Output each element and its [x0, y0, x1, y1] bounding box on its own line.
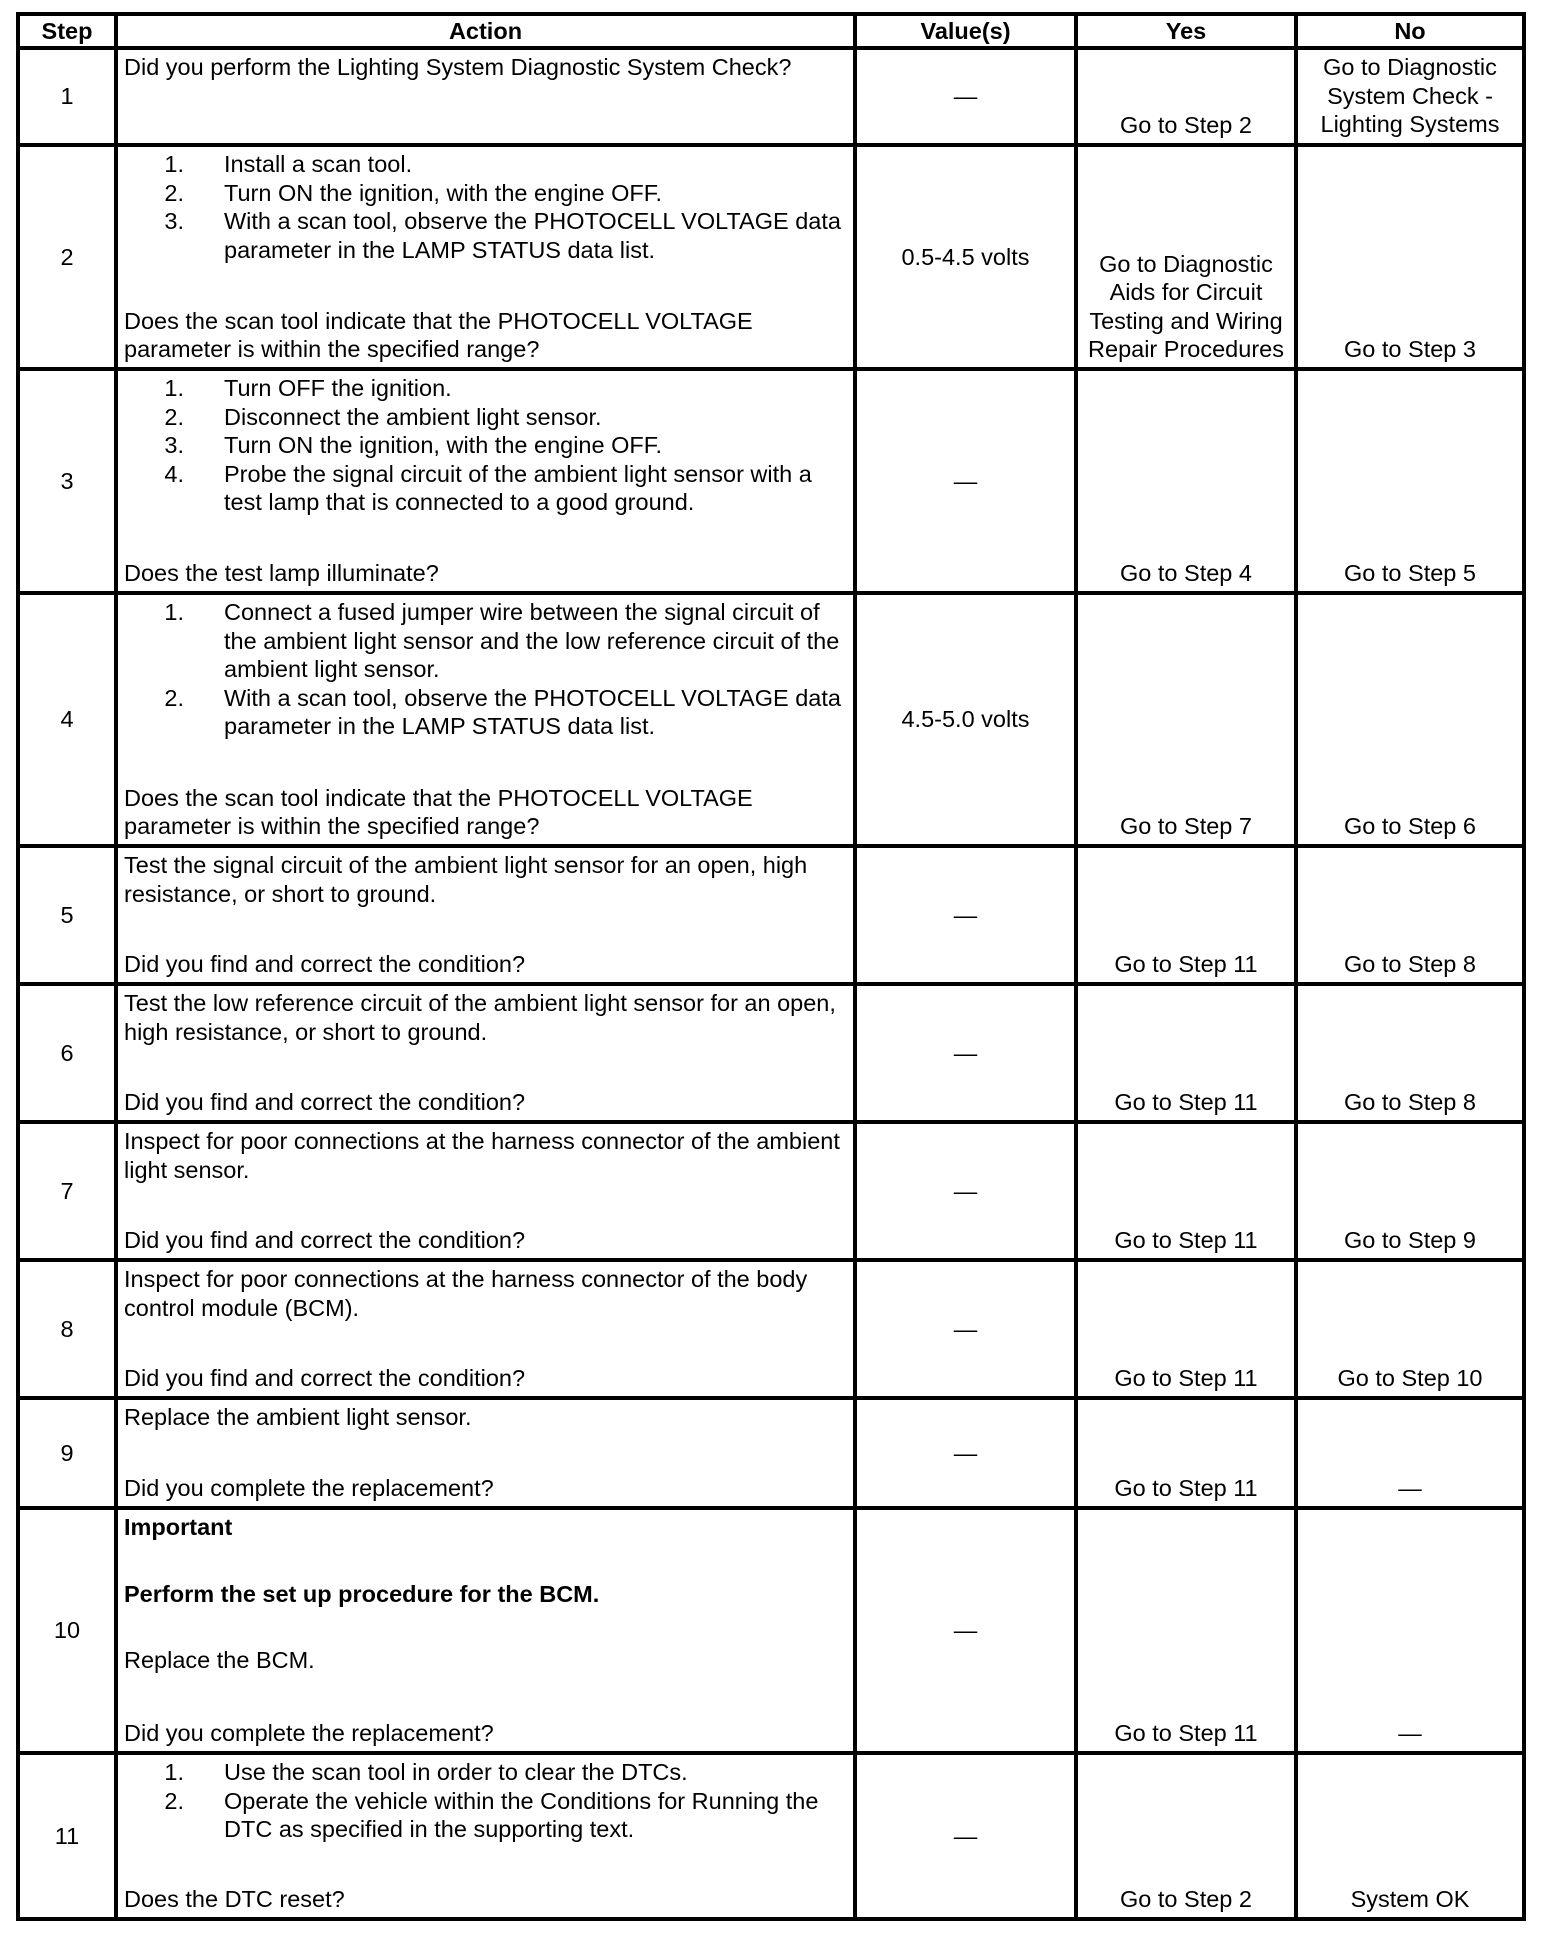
action-text: Inspect for poor connections at the harness connector of the ambient light sensor.: [124, 1128, 840, 1183]
value-cell: —: [855, 984, 1076, 1122]
action-cell: [116, 1122, 855, 1260]
step-number: 1: [18, 48, 116, 145]
yes-cell: Go to Step 11: [1076, 1508, 1296, 1753]
action-cell: [116, 48, 855, 145]
list-item: 2. Operate the vehicle within the Conditions for Running the DTC as specified in the supporting text.: [164, 1787, 819, 1843]
header-action: Action: [116, 14, 855, 48]
question-text: Did you complete the replacement?: [124, 1475, 494, 1502]
list-item: 1. Turn OFF the ignition.: [164, 375, 452, 401]
step-number: 9: [18, 1398, 116, 1508]
no-cell: Go to Diagnostic System Check - Lighting Systems: [1296, 48, 1524, 145]
question-text: Did you find and correct the condition?: [124, 1365, 526, 1392]
table-row: [18, 1260, 1524, 1398]
procedure-list: [124, 374, 847, 517]
question-text: Did you find and correct the condition?: [124, 1089, 526, 1116]
procedure-list: [124, 150, 847, 264]
no-cell: Go to Step 5: [1296, 369, 1524, 593]
question-text: Did you find and correct the condition?: [124, 1227, 526, 1254]
value-cell: —: [855, 369, 1076, 593]
yes-cell: Go to Step 11: [1076, 984, 1296, 1122]
list-item: 1. Install a scan tool.: [164, 151, 413, 177]
action-cell: [116, 846, 855, 984]
list-item: 1. Connect a fused jumper wire between the signal circuit of the ambient light sensor and the low reference circuit of the ambient light sensor.: [164, 599, 840, 683]
action-cell: [116, 1398, 855, 1508]
question-text: Did you find and correct the condition?: [124, 951, 526, 978]
value-cell: 4.5-5.0 volts: [855, 593, 1076, 846]
action-text: Test the signal circuit of the ambient light sensor for an open, high resistance, or short to ground.: [124, 852, 808, 907]
value-cell: —: [855, 846, 1076, 984]
list-item: 1. Use the scan tool in order to clear the DTCs.: [164, 1759, 688, 1785]
question-text: Does the DTC reset?: [124, 1886, 345, 1913]
value-cell: —: [855, 1753, 1076, 1919]
list-item: 2. Turn ON the ignition, with the engine OFF.: [164, 179, 663, 206]
yes-cell: Go to Diagnostic Aids for Circuit Testing and Wiring Repair Procedures: [1076, 145, 1296, 369]
value-cell: —: [855, 1398, 1076, 1508]
no-cell: Go to Step 3: [1296, 145, 1524, 369]
step-number: 11: [18, 1753, 116, 1919]
step-number: 8: [18, 1260, 116, 1398]
step-number: 2: [18, 145, 116, 369]
question-text: Does the scan tool indicate that the PHOTOCELL VOLTAGE parameter is within the specified range?: [124, 784, 753, 840]
table-row: [18, 1753, 1524, 1919]
no-cell: —: [1296, 1508, 1524, 1753]
important-label: Important: [124, 1514, 233, 1540]
value-cell: 0.5-4.5 volts: [855, 145, 1076, 369]
value-cell: —: [855, 48, 1076, 145]
no-cell: Go to Step 10: [1296, 1260, 1524, 1398]
no-cell: Go to Step 6: [1296, 593, 1524, 846]
list-item: 2. Disconnect the ambient light sensor.: [164, 403, 602, 430]
header-row: [18, 14, 1524, 48]
no-cell: —: [1296, 1398, 1524, 1508]
yes-cell: Go to Step 11: [1076, 1122, 1296, 1260]
question-text: Does the scan tool indicate that the PHOTOCELL VOLTAGE parameter is within the specified range?: [124, 307, 753, 363]
table-row: [18, 1508, 1524, 1753]
header-values: Value(s): [855, 14, 1076, 48]
action-text: Replace the BCM.: [124, 1647, 315, 1674]
value-cell: —: [855, 1508, 1076, 1753]
action-cell: [116, 1753, 855, 1919]
no-cell: Go to Step 8: [1296, 846, 1524, 984]
table-row: [18, 846, 1524, 984]
action-cell: [116, 1260, 855, 1398]
table-row: [18, 593, 1524, 846]
list-item: 2. With a scan tool, observe the PHOTOCELL VOLTAGE data parameter in the LAMP STATUS data list.: [164, 684, 841, 740]
header-step: Step: [18, 14, 116, 48]
no-cell: System OK: [1296, 1753, 1524, 1919]
list-item: 3. With a scan tool, observe the PHOTOCELL VOLTAGE data parameter in the LAMP STATUS data list.: [164, 208, 841, 263]
list-item: 3. Turn ON the ignition, with the engine OFF.: [164, 432, 663, 459]
important-note: Perform the set up procedure for the BCM.: [124, 1580, 600, 1607]
question-text: Did you complete the replacement?: [124, 1720, 494, 1747]
yes-cell: Go to Step 11: [1076, 846, 1296, 984]
action-text: Test the low reference circuit of the ambient light sensor for an open, high resistance, or short to ground.: [124, 990, 836, 1045]
procedure-list: [124, 598, 847, 741]
step-number: 4: [18, 593, 116, 846]
action-cell: [116, 593, 855, 846]
header-no: No: [1296, 14, 1524, 48]
table-row: [18, 369, 1524, 593]
table-row: [18, 145, 1524, 369]
step-number: 5: [18, 846, 116, 984]
procedure-list: [124, 1758, 847, 1844]
step-number: 6: [18, 984, 116, 1122]
table-row: [18, 1122, 1524, 1260]
yes-cell: Go to Step 11: [1076, 1398, 1296, 1508]
step-number: 10: [18, 1508, 116, 1753]
yes-cell: Go to Step 4: [1076, 369, 1296, 593]
no-cell: Go to Step 8: [1296, 984, 1524, 1122]
yes-cell: Go to Step 7: [1076, 593, 1296, 846]
diagnostic-table: [16, 12, 1526, 1921]
step-number: 3: [18, 369, 116, 593]
table-row: [18, 1398, 1524, 1508]
action-cell: [116, 145, 855, 369]
value-cell: —: [855, 1122, 1076, 1260]
action-cell: [116, 1508, 855, 1753]
table-row: [18, 48, 1524, 145]
yes-cell: Go to Step 11: [1076, 1260, 1296, 1398]
yes-cell: Go to Step 2: [1076, 48, 1296, 145]
action-cell: [116, 369, 855, 593]
yes-cell: Go to Step 2: [1076, 1753, 1296, 1919]
value-cell: —: [855, 1260, 1076, 1398]
question-text: Does the test lamp illuminate?: [124, 560, 439, 587]
no-cell: Go to Step 9: [1296, 1122, 1524, 1260]
action-text: Inspect for poor connections at the harness connector of the body control module (BCM).: [124, 1266, 808, 1321]
list-item: 4. Probe the signal circuit of the ambient light sensor with a test lamp that is connected to a good ground.: [164, 460, 812, 516]
step-number: 7: [18, 1122, 116, 1260]
table-row: [18, 984, 1524, 1122]
header-yes: Yes: [1076, 14, 1296, 48]
action-text: Did you perform the Lighting System Diagnostic System Check?: [124, 54, 792, 80]
action-cell: [116, 984, 855, 1122]
action-text: Replace the ambient light sensor.: [124, 1404, 472, 1430]
